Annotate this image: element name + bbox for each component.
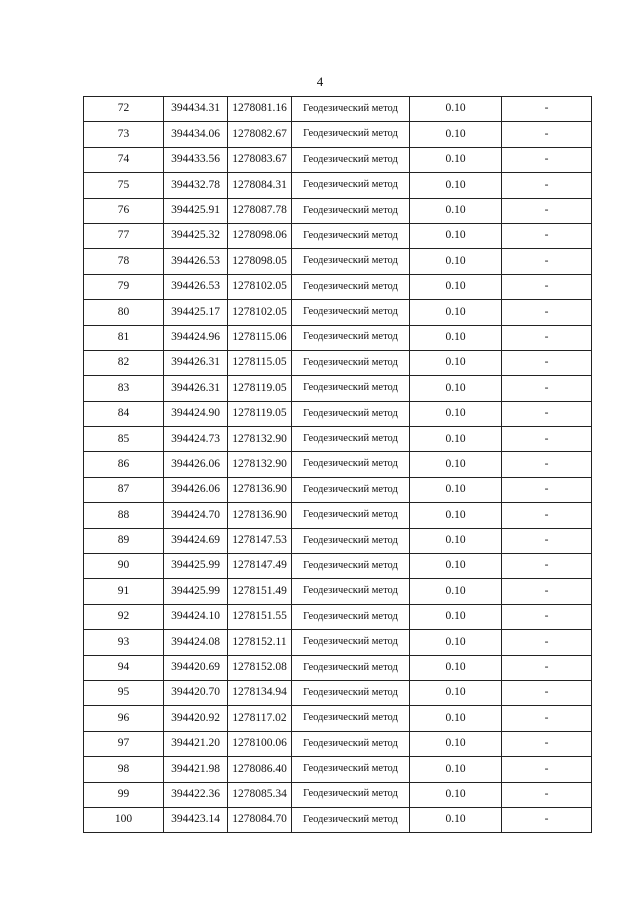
y-coordinate-cell: 1278119.05 [228,376,292,401]
y-coordinate-cell: 1278098.06 [228,223,292,248]
table-row [84,503,592,528]
point-number-cell: 77 [84,223,164,248]
table-row [84,427,592,452]
note-cell: - [502,807,592,832]
method-cell: Геодезический метод [292,706,410,731]
table-row [84,401,592,426]
x-coordinate-cell: 394422.36 [164,782,228,807]
note-cell: - [502,655,592,680]
note-cell: - [502,579,592,604]
point-number-cell: 90 [84,554,164,579]
y-coordinate-cell: 1278132.90 [228,452,292,477]
point-number-cell: 79 [84,274,164,299]
method-cell: Геодезический метод [292,350,410,375]
point-number-cell: 80 [84,300,164,325]
y-coordinate-cell: 1278147.49 [228,554,292,579]
x-coordinate-cell: 394432.78 [164,173,228,198]
x-coordinate-cell: 394426.31 [164,376,228,401]
note-cell: - [502,554,592,579]
note-cell: - [502,376,592,401]
point-number-cell: 99 [84,782,164,807]
note-cell: - [502,223,592,248]
note-cell: - [502,249,592,274]
note-cell: - [502,350,592,375]
point-number-cell: 78 [84,249,164,274]
accuracy-cell: 0.10 [410,274,502,299]
table-row [84,147,592,172]
table-row [84,376,592,401]
x-coordinate-cell: 394426.31 [164,350,228,375]
method-cell: Геодезический метод [292,630,410,655]
accuracy-cell: 0.10 [410,554,502,579]
accuracy-cell: 0.10 [410,452,502,477]
point-number-cell: 95 [84,680,164,705]
note-cell: - [502,97,592,122]
method-cell: Геодезический метод [292,300,410,325]
accuracy-cell: 0.10 [410,782,502,807]
y-coordinate-cell: 1278085.34 [228,782,292,807]
note-cell: - [502,630,592,655]
method-cell: Геодезический метод [292,477,410,502]
point-number-cell: 86 [84,452,164,477]
x-coordinate-cell: 394420.92 [164,706,228,731]
method-cell: Геодезический метод [292,680,410,705]
x-coordinate-cell: 394423.14 [164,807,228,832]
y-coordinate-cell: 1278098.05 [228,249,292,274]
method-cell: Геодезический метод [292,173,410,198]
table-row [84,274,592,299]
accuracy-cell: 0.10 [410,630,502,655]
note-cell: - [502,147,592,172]
y-coordinate-cell: 1278119.05 [228,401,292,426]
x-coordinate-cell: 394424.96 [164,325,228,350]
accuracy-cell: 0.10 [410,503,502,528]
y-coordinate-cell: 1278083.67 [228,147,292,172]
x-coordinate-cell: 394425.99 [164,554,228,579]
method-cell: Геодезический метод [292,249,410,274]
x-coordinate-cell: 394425.17 [164,300,228,325]
accuracy-cell: 0.10 [410,655,502,680]
point-number-cell: 72 [84,97,164,122]
x-coordinate-cell: 394426.06 [164,452,228,477]
x-coordinate-cell: 394426.06 [164,477,228,502]
y-coordinate-cell: 1278152.11 [228,630,292,655]
table-row [84,782,592,807]
method-cell: Геодезический метод [292,147,410,172]
x-coordinate-cell: 394420.70 [164,680,228,705]
method-cell: Геодезический метод [292,97,410,122]
note-cell: - [502,604,592,629]
y-coordinate-cell: 1278084.31 [228,173,292,198]
y-coordinate-cell: 1278152.08 [228,655,292,680]
y-coordinate-cell: 1278117.02 [228,706,292,731]
note-cell: - [502,731,592,756]
y-coordinate-cell: 1278132.90 [228,427,292,452]
method-cell: Геодезический метод [292,655,410,680]
method-cell: Геодезический метод [292,198,410,223]
point-number-cell: 84 [84,401,164,426]
y-coordinate-cell: 1278081.16 [228,97,292,122]
point-number-cell: 81 [84,325,164,350]
table-row [84,604,592,629]
table-row [84,350,592,375]
method-cell: Геодезический метод [292,427,410,452]
point-number-cell: 76 [84,198,164,223]
accuracy-cell: 0.10 [410,198,502,223]
x-coordinate-cell: 394424.10 [164,604,228,629]
note-cell: - [502,528,592,553]
note-cell: - [502,198,592,223]
accuracy-cell: 0.10 [410,223,502,248]
table-row [84,731,592,756]
table-row [84,554,592,579]
note-cell: - [502,452,592,477]
method-cell: Геодезический метод [292,604,410,629]
point-number-cell: 74 [84,147,164,172]
y-coordinate-cell: 1278102.05 [228,274,292,299]
y-coordinate-cell: 1278102.05 [228,300,292,325]
x-coordinate-cell: 394425.99 [164,579,228,604]
accuracy-cell: 0.10 [410,427,502,452]
y-coordinate-cell: 1278151.49 [228,579,292,604]
y-coordinate-cell: 1278115.06 [228,325,292,350]
table-row [84,807,592,832]
note-cell: - [502,782,592,807]
table-row [84,579,592,604]
y-coordinate-cell: 1278086.40 [228,757,292,782]
note-cell: - [502,706,592,731]
method-cell: Геодезический метод [292,731,410,756]
table-row [84,452,592,477]
y-coordinate-cell: 1278100.06 [228,731,292,756]
point-number-cell: 96 [84,706,164,731]
table-row [84,528,592,553]
y-coordinate-cell: 1278136.90 [228,503,292,528]
y-coordinate-cell: 1278087.78 [228,198,292,223]
accuracy-cell: 0.10 [410,807,502,832]
x-coordinate-cell: 394425.32 [164,223,228,248]
coordinates-table-body [84,97,592,833]
method-cell: Геодезический метод [292,401,410,426]
accuracy-cell: 0.10 [410,147,502,172]
table-row [84,223,592,248]
y-coordinate-cell: 1278136.90 [228,477,292,502]
table-row [84,325,592,350]
point-number-cell: 97 [84,731,164,756]
method-cell: Геодезический метод [292,122,410,147]
accuracy-cell: 0.10 [410,477,502,502]
x-coordinate-cell: 394433.56 [164,147,228,172]
x-coordinate-cell: 394424.70 [164,503,228,528]
point-number-cell: 89 [84,528,164,553]
point-number-cell: 73 [84,122,164,147]
accuracy-cell: 0.10 [410,579,502,604]
y-coordinate-cell: 1278147.53 [228,528,292,553]
note-cell: - [502,300,592,325]
note-cell: - [502,427,592,452]
accuracy-cell: 0.10 [410,731,502,756]
x-coordinate-cell: 394424.08 [164,630,228,655]
point-number-cell: 98 [84,757,164,782]
accuracy-cell: 0.10 [410,680,502,705]
note-cell: - [502,173,592,198]
accuracy-cell: 0.10 [410,325,502,350]
point-number-cell: 93 [84,630,164,655]
accuracy-cell: 0.10 [410,249,502,274]
accuracy-cell: 0.10 [410,757,502,782]
point-number-cell: 85 [84,427,164,452]
point-number-cell: 83 [84,376,164,401]
table-row [84,249,592,274]
point-number-cell: 91 [84,579,164,604]
table-row [84,706,592,731]
accuracy-cell: 0.10 [410,401,502,426]
x-coordinate-cell: 394424.73 [164,427,228,452]
y-coordinate-cell: 1278151.55 [228,604,292,629]
accuracy-cell: 0.10 [410,604,502,629]
y-coordinate-cell: 1278134.94 [228,680,292,705]
method-cell: Геодезический метод [292,757,410,782]
table-row [84,477,592,502]
method-cell: Геодезический метод [292,325,410,350]
method-cell: Геодезический метод [292,376,410,401]
table-row [84,122,592,147]
method-cell: Геодезический метод [292,452,410,477]
x-coordinate-cell: 394424.69 [164,528,228,553]
method-cell: Геодезический метод [292,807,410,832]
table-row [84,680,592,705]
accuracy-cell: 0.10 [410,122,502,147]
table-row [84,198,592,223]
note-cell: - [502,401,592,426]
accuracy-cell: 0.10 [410,376,502,401]
accuracy-cell: 0.10 [410,528,502,553]
method-cell: Геодезический метод [292,554,410,579]
point-number-cell: 92 [84,604,164,629]
point-number-cell: 87 [84,477,164,502]
x-coordinate-cell: 394420.69 [164,655,228,680]
note-cell: - [502,680,592,705]
point-number-cell: 75 [84,173,164,198]
method-cell: Геодезический метод [292,528,410,553]
method-cell: Геодезический метод [292,274,410,299]
accuracy-cell: 0.10 [410,300,502,325]
method-cell: Геодезический метод [292,223,410,248]
y-coordinate-cell: 1278082.67 [228,122,292,147]
note-cell: - [502,325,592,350]
y-coordinate-cell: 1278084.70 [228,807,292,832]
x-coordinate-cell: 394434.06 [164,122,228,147]
method-cell: Геодезический метод [292,579,410,604]
note-cell: - [502,503,592,528]
note-cell: - [502,274,592,299]
method-cell: Геодезический метод [292,782,410,807]
x-coordinate-cell: 394421.20 [164,731,228,756]
table-row [84,655,592,680]
y-coordinate-cell: 1278115.05 [228,350,292,375]
accuracy-cell: 0.10 [410,97,502,122]
x-coordinate-cell: 394434.31 [164,97,228,122]
accuracy-cell: 0.10 [410,173,502,198]
x-coordinate-cell: 394421.98 [164,757,228,782]
note-cell: - [502,757,592,782]
x-coordinate-cell: 394426.53 [164,274,228,299]
x-coordinate-cell: 394426.53 [164,249,228,274]
page-number: 4 [316,74,324,89]
point-number-cell: 100 [84,807,164,832]
table-row [84,300,592,325]
note-cell: - [502,477,592,502]
table-row [84,173,592,198]
table-row [84,630,592,655]
point-number-cell: 82 [84,350,164,375]
table-row [84,757,592,782]
point-number-cell: 94 [84,655,164,680]
coordinates-table [83,96,592,833]
accuracy-cell: 0.10 [410,350,502,375]
x-coordinate-cell: 394425.91 [164,198,228,223]
note-cell: - [502,122,592,147]
table-row [84,97,592,122]
method-cell: Геодезический метод [292,503,410,528]
x-coordinate-cell: 394424.90 [164,401,228,426]
accuracy-cell: 0.10 [410,706,502,731]
point-number-cell: 88 [84,503,164,528]
